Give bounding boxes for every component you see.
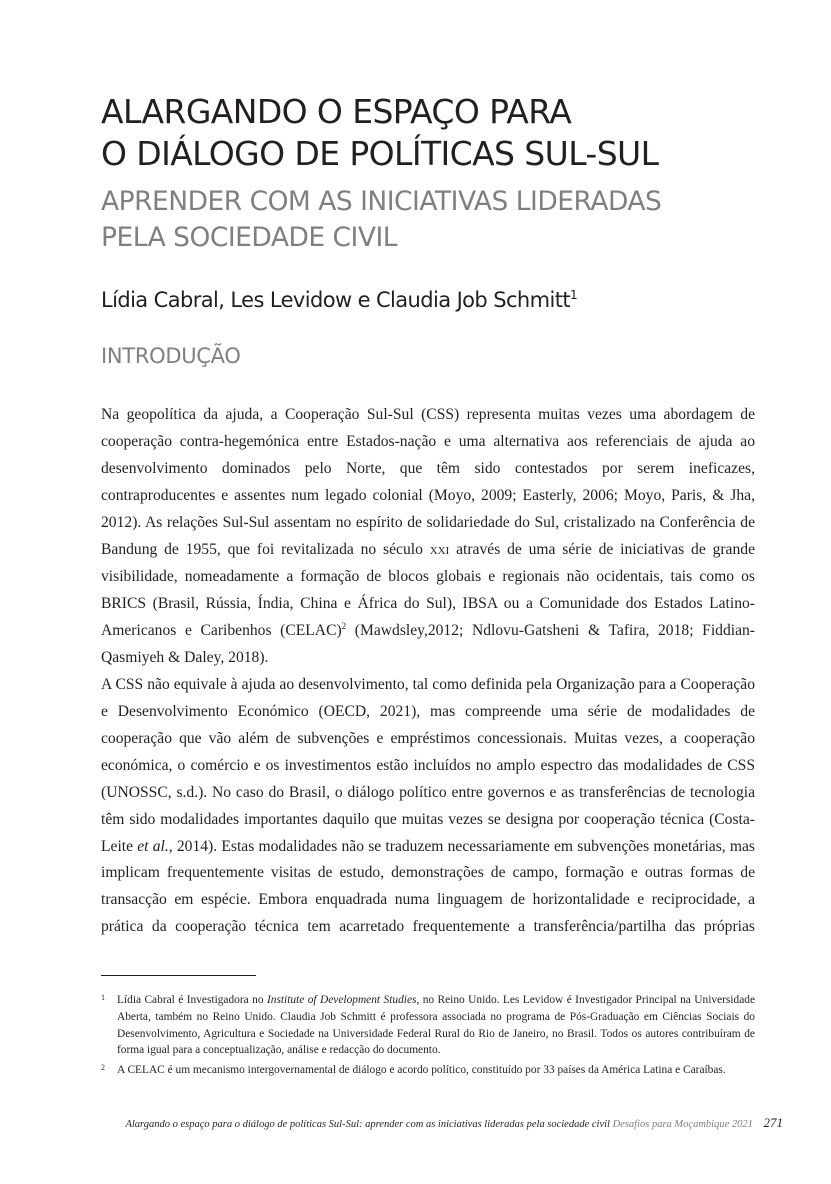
chapter-title-line-1: ALARGANDO O ESPAÇO PARA: [101, 92, 572, 131]
chapter-title: [101, 91, 781, 175]
chapter-title-line-2: O DIÁLOGO DE POLÍTICAS SUL-SUL: [101, 134, 659, 173]
author-footnote-marker[interactable]: 1: [569, 288, 578, 302]
footnotes: [101, 992, 755, 1082]
author-names: Lídia Cabral, Les Levidow e Claudia Job Schmitt: [101, 288, 570, 312]
chapter-subtitle: [101, 184, 781, 256]
footnote-1-text-b: , no Reino Unido. Les Levidow é Investigador Principal na Universidade Aberta, também no Reino Unido. Claudia Job Schmitt é professora associada no programa de Pós-Graduação em Ciências Sociais do Desenvolvimento, Agricultura e Sociedade na Universidade Federal Rural do Rio de Janeiro, no Brasil. Todos os autores contribuíram de forma igual para a conceptualização, análise e redacção do documento.: [117, 994, 755, 1057]
footnote-1-number: 1: [101, 993, 105, 1002]
paragraph-1-text-b: através de uma série de iniciativas de grande visibilidade, nomeadamente a formação de blocos globais e regionais não ocidentais, tais como os BRICS (Brasil, Rússia, Índia, China e África do Sul), IBSA ou a Comunidade dos Estados Latino-Americanos e Caribenhos (CELAC): [101, 540, 755, 640]
chapter-subtitle-line-1: APRENDER COM AS INICIATIVAS LIDERADAS: [101, 186, 662, 217]
paragraph-2-text-a: A CSS não equivale à ajuda ao desenvolvimento, tal como definida pela Organização para a Cooperação e Desenvolvimento Económico (OECD, 2021), mas compreende uma série de modalidades de cooperação que vão além de subvenções e empréstimos concessionais. Muitas vezes, a cooperação económica, o comércio e os investimentos estão incluídos no amplo espectro das modalidades de CSS (UNOSSC, s.d.). No caso do Brasil, o diálogo político entre governos e as transferências de tecnologia têm sido modalidades importantes daquilo que muitas vezes se designa por cooperação técnica (Costa-Leite: [101, 676, 755, 855]
section-heading: INTRODUÇÃO: [101, 344, 241, 368]
running-chapter-title: Alargando o espaço para o diálogo de políticas Sul-Sul: aprender com as iniciativas lideradas pela sociedade civil: [125, 1119, 610, 1130]
footnote-1-text-a: Lídia Cabral é Investigadora no: [117, 994, 267, 1006]
paragraph-2: [101, 672, 755, 941]
footnote-2-text: A CELAC é um mecanismo intergovernamental de diálogo e acordo político, constituído por 33 países da América Latina e Caraíbas.: [117, 1064, 726, 1077]
footnote-2: [101, 1062, 755, 1079]
author-line: [101, 280, 577, 315]
chapter-subtitle-line-2: PELA SOCIEDADE CIVIL: [101, 222, 398, 253]
et-al-italic: et al.: [137, 837, 169, 855]
paragraph-1-text-a: Na geopolítica da ajuda, a Cooperação Sul-Sul (CSS) representa muitas vezes uma abordagem de cooperação contra-hegemónica entre Estados-nação e uma alternativa aos referenciais de ajuda ao desenvolvimento dominados pelo Norte, que têm sido contestados por serem ineficazes, contraproducentes e assentes num legado colonial (Moyo, 2009; Easterly, 2006; Moyo, Paris, & Jha, 2012). As relações Sul-Sul assentam no espírito de solidariedade do Sul, cristalizado na Conferência de Bandung de 1955, que foi revitalizada no século: [101, 406, 755, 558]
body-text: [101, 402, 755, 941]
paragraph-2-text-b: , 2014). Estas modalidades não se traduzem necessariamente em subvenções monetárias, mas implicam frequentemente visitas de estudo, demonstrações de campo, formação e outras formas de transacção em espécie. Embora enquadrada numa linguagem de horizontalidade e reciprocidade, a prática da cooperação técnica tem acarretado frequentemente a transferência/partilha das próprias: [101, 837, 756, 936]
page-number: 271: [763, 1115, 783, 1130]
running-footer: [125, 1115, 783, 1133]
paragraph-1-text-c: (Mawdsley,2012; Ndlovu-Gatsheni & Tafira, 2018; Fiddian-Qasmiyeh & Daley, 2018).: [101, 622, 755, 667]
footnote-1: [101, 992, 755, 1059]
century-numeral: XXI: [429, 544, 450, 557]
footnote-separator: [101, 975, 256, 976]
footnote-2-number: 2: [101, 1063, 105, 1073]
running-book-title: Desafios para Moçambique 2021: [612, 1119, 753, 1130]
footnote-1-institution: Institute of Development Studies: [266, 994, 417, 1006]
footnote-marker-2[interactable]: 2: [341, 621, 347, 632]
paragraph-1: [101, 402, 755, 672]
